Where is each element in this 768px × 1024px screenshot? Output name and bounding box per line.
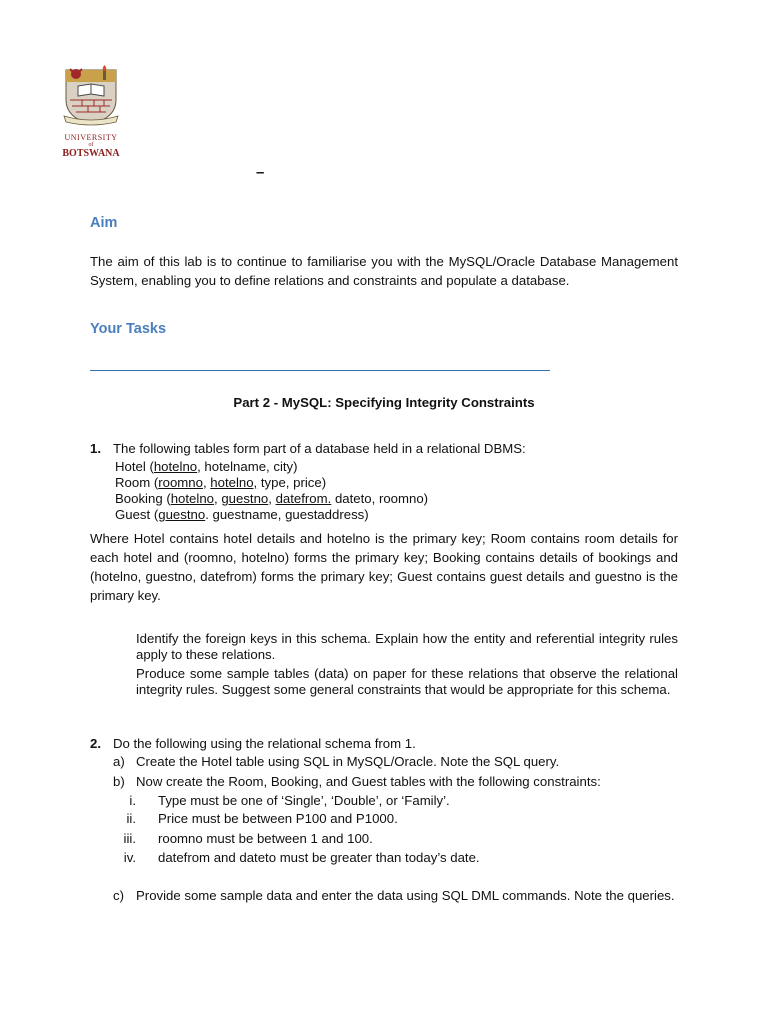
q2-sub-i-text: Type must be one of ‘Single’, ‘Double’, or ‘Family’.	[158, 793, 450, 808]
q2-sub-iii-text: roomno must be between 1 and 100.	[158, 831, 373, 846]
tasks-heading: Your Tasks	[90, 321, 167, 337]
schema-guest	[115, 507, 369, 523]
q1-intro: The following tables form part of a database held in a relational DBMS:	[113, 441, 526, 456]
q2-sub-iv-text: datefrom and dateto must be greater than today’s date.	[158, 850, 480, 865]
schema-guest-name: Guest (	[115, 507, 159, 522]
logo-line-university: UNIVERSITY	[64, 133, 118, 142]
schema-guest-rest: . guestname, guestaddress)	[205, 507, 369, 522]
q1-task-b: Produce some sample tables (data) on paper for these relations that observe the relational integrity rules. Suggest some general constraints that would be appropriate for this schema.	[136, 666, 678, 697]
logo-line-botswana: BOTSWANA	[62, 148, 120, 159]
q1-task-a: Identify the foreign keys in this schema. Explain how the entity and referential integrity rules apply to these relations.	[136, 631, 678, 662]
schema-room-name: Room (	[115, 475, 159, 490]
schema-hotel-name: Hotel (	[115, 459, 154, 474]
q2-sub-ii-label: ii.	[126, 811, 136, 826]
schema-booking-pk2: guestno	[221, 491, 269, 506]
q2-sub-iii-label: iii.	[123, 831, 136, 846]
q2-a-label: a)	[113, 754, 125, 769]
part-title: Part 2 - MySQL: Specifying Integrity Constraints	[233, 395, 535, 410]
schema-room-pk1: roomno	[158, 475, 203, 490]
q2-b-text: Now create the Room, Booking, and Guest tables with the following constraints:	[136, 774, 601, 789]
schema-booking-sep2: ,	[268, 491, 276, 506]
schema-room-rest: type, price)	[257, 475, 327, 490]
crest-icon	[56, 64, 126, 128]
divider-line	[90, 370, 550, 371]
schema-booking-pk3: datefrom.	[275, 491, 332, 506]
q1-number: 1.	[90, 441, 101, 456]
schema-hotel	[115, 459, 298, 475]
aim-heading: Aim	[90, 215, 118, 231]
schema-booking-pk1: hotelno	[170, 491, 214, 506]
q2-c-label: c)	[113, 888, 124, 903]
schema-room	[115, 475, 326, 491]
q2-b-label: b)	[113, 774, 125, 789]
q2-sub-i-label: i.	[129, 793, 136, 808]
logo-line-of: of	[88, 142, 94, 148]
schema-hotel-rest: , hotelname, city)	[197, 459, 298, 474]
q2-sub-ii-text: Price must be between P100 and P1000.	[158, 811, 398, 826]
university-logo	[56, 64, 126, 159]
title-dash: –	[256, 164, 265, 181]
schema-booking	[115, 491, 428, 507]
q2-sub-iv-label: iv.	[123, 850, 136, 865]
schema-booking-rest: dateto, roomno)	[331, 491, 429, 506]
schema-room-pk2: hotelno,	[210, 475, 258, 490]
q1-paragraph: Where Hotel contains hotel details and hotelno is the primary key; Room contains room details for each hotel and (roomno, hotelno) forms the primary key; Booking contains details of bookings and (hotelno, guestno, datefrom) forms the primary key; Guest contains guest details and guestno is the primary key.	[90, 531, 678, 603]
schema-guest-pk: guestno	[158, 507, 206, 522]
schema-booking-name: Booking (	[115, 491, 171, 506]
q2-c-text: Provide some sample data and enter the data using SQL DML commands. Note the queries.	[136, 888, 675, 903]
q2-number: 2.	[90, 736, 101, 751]
schema-room-sep: ,	[202, 475, 211, 490]
aim-text: The aim of this lab is to continue to familiarise you with the MySQL/Oracle Database Management System, enabling you to define relations and constraints and populate a database.	[90, 254, 678, 288]
q2-intro: Do the following using the relational schema from 1.	[113, 736, 416, 751]
q2-a-text: Create the Hotel table using SQL in MySQL/Oracle. Note the SQL query.	[136, 754, 560, 769]
schema-booking-sep1: ,	[213, 491, 222, 506]
schema-hotel-pk: hotelno	[153, 459, 198, 474]
